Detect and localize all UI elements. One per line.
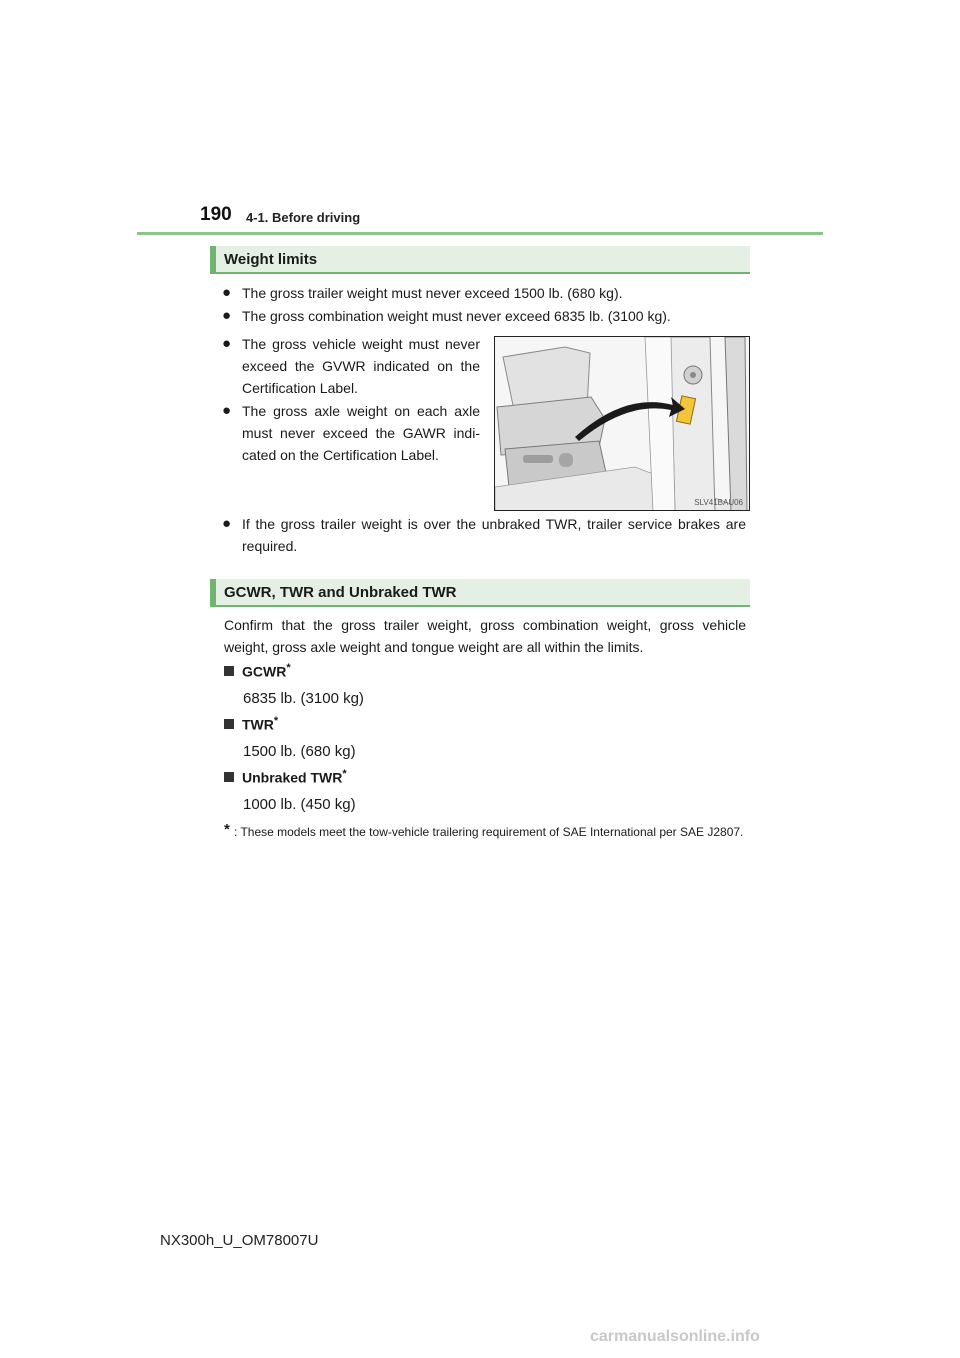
section-weight-limits [210, 246, 750, 274]
footer-code: NX300h_U_OM78007U [160, 1232, 319, 1249]
bullet-unbraked [222, 513, 750, 557]
bullet-dot-icon: ● [222, 307, 232, 324]
bullet-dot-icon: ● [222, 284, 232, 301]
text-line: If the gross trailer weight is over the unbraked TWR, trailer service brakes are [242, 516, 746, 532]
bullet-gawr [222, 400, 482, 466]
spec-label-twr: TWR* [224, 715, 278, 733]
square-bullet-icon [224, 772, 234, 782]
bullet-gvwr [222, 333, 482, 399]
section-title: Weight limits [224, 251, 318, 268]
text-line: The gross axle weight on each axle [242, 403, 480, 419]
intro-paragraph: Confirm that the gross trailer weight, gross combination weight, gross vehicle weight, gross axle weight and tongue weight are all within the limits. [224, 617, 746, 655]
bullet-dot-icon: ● [222, 402, 232, 419]
spec-value-unbraked-twr: 1000 lb. (450 kg) [243, 796, 356, 813]
bullet-dot-icon: ● [222, 335, 232, 352]
door-pillar-illustration [495, 337, 750, 511]
header-rule [137, 232, 823, 235]
spec-label-unbraked-twr: Unbraked TWR* [224, 768, 347, 786]
text-line: The gross vehicle weight must never [242, 336, 480, 352]
section-title: GCWR, TWR and Unbraked TWR [224, 584, 457, 601]
square-bullet-icon [224, 719, 234, 729]
text-line: must never exceed the GAWR indi- [242, 425, 480, 441]
footnote-text: : These models meet the tow-vehicle trailering requirement of SAE International per SAE J2807. [234, 825, 744, 839]
spec-value-gcwr: 6835 lb. (3100 kg) [243, 690, 364, 707]
watermark: carmanualsonline.info [590, 1328, 760, 1345]
page-number: 190 [200, 204, 232, 225]
square-bullet-icon [224, 666, 234, 676]
spec-value-twr: 1500 lb. (680 kg) [243, 743, 356, 760]
section-gcwr [210, 579, 750, 607]
text-line: required. [242, 538, 298, 554]
footnote-mark: * [224, 821, 230, 838]
figure-code: SLV41BAU06 [694, 498, 743, 507]
spec-label-gcwr: GCWR* [224, 662, 291, 680]
text-line: exceed the GVWR indicated on the [242, 358, 480, 374]
certification-label-figure [494, 336, 750, 511]
bullet-dot-icon: ● [222, 515, 232, 532]
header-section-title: 4-1. Before driving [246, 210, 361, 225]
text-line: cated on the Certification Label. [242, 447, 439, 463]
text-line: Certification Label. [242, 380, 358, 396]
